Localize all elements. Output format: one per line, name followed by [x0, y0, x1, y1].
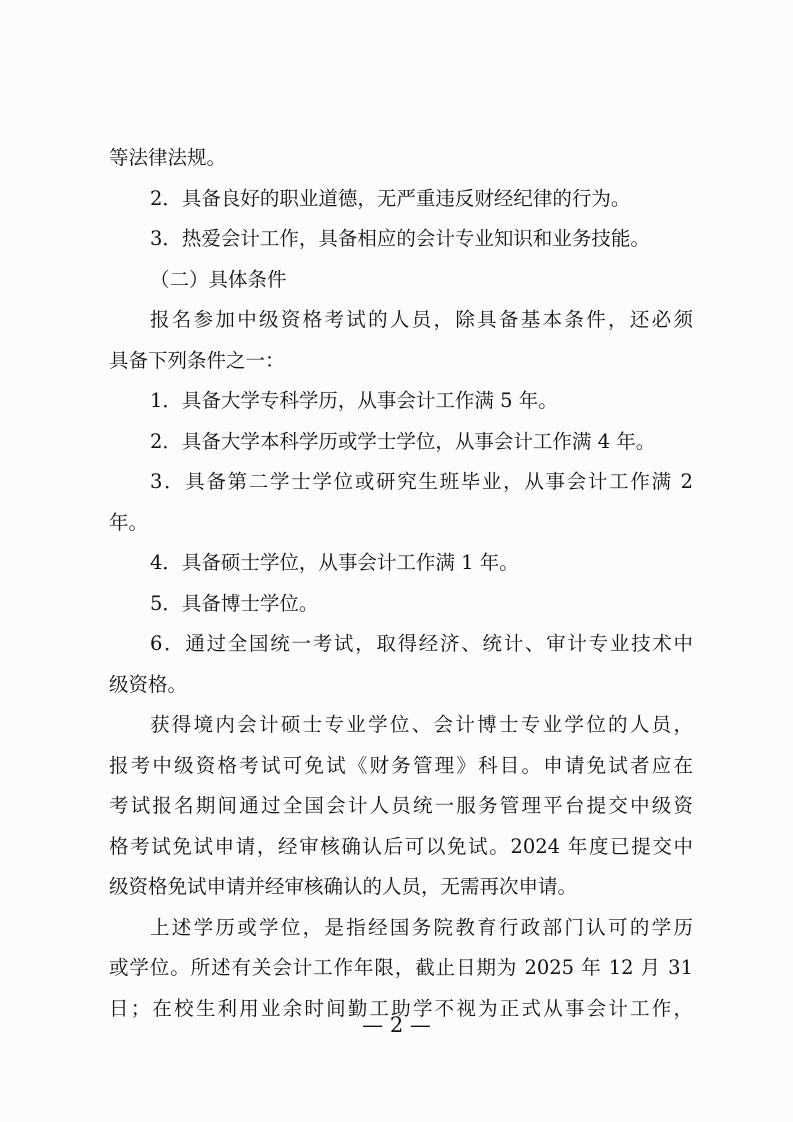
- text-line: 考试报名期间通过全国会计人员统一服务管理平台提交中级资: [109, 794, 693, 817]
- text-line: 等法律法规。: [109, 146, 227, 169]
- page-number: — 2 —: [362, 1013, 431, 1037]
- text-line: 4．具备硕士学位，从事会计工作满 1 年。: [150, 551, 519, 574]
- text-line: 6．通过全国统一考试，取得经济、统计、审计专业技术中: [150, 632, 693, 655]
- text-line: 具备下列条件之一：: [109, 348, 285, 372]
- text-line: 格考试免试申请，经审核确认后可以免试。2024 年度已提交中: [109, 834, 693, 858]
- text-line: 上述学历或学位，是指经国务院教育行政部门认可的学历: [150, 915, 693, 939]
- text-line: 日；在校生利用业余时间勤工助学不视为正式从事会计工作，: [109, 996, 693, 1020]
- text-line: 获得境内会计硕士专业学位、会计博士专业学位的人员，: [150, 713, 693, 736]
- text-line: 年。: [109, 510, 149, 534]
- text-line: 级资格免试申请并经审核确认的人员，无需再次申请。: [109, 875, 578, 898]
- document-body: [109, 138, 693, 1029]
- text-line: 或学位。所述有关会计工作年限，截止日期为 2025 年 12 月 31: [109, 956, 693, 979]
- text-line: 3．具备第二学士学位或研究生班毕业，从事会计工作满 2: [150, 470, 693, 493]
- text-line: 1．具备大学专科学历，从事会计工作满 5 年。: [150, 389, 558, 412]
- text-line: 2．具备良好的职业道德，无严重违反财经纪律的行为。: [150, 186, 631, 210]
- text-line: 3．热爱会计工作，具备相应的会计专业知识和业务技能。: [150, 227, 650, 250]
- text-line: 级资格。: [109, 672, 188, 696]
- text-line: 5．具备博士学位。: [150, 591, 319, 615]
- text-line: （二）具体条件: [150, 267, 287, 291]
- text-line: 报考中级资格考试可免试《财务管理》科目。申请免试者应在: [109, 753, 693, 777]
- text-line: 报名参加中级资格考试的人员，除具备基本条件，还必须: [150, 308, 693, 331]
- text-line: 2．具备大学本科学历或学士学位，从事会计工作满 4 年。: [150, 429, 656, 453]
